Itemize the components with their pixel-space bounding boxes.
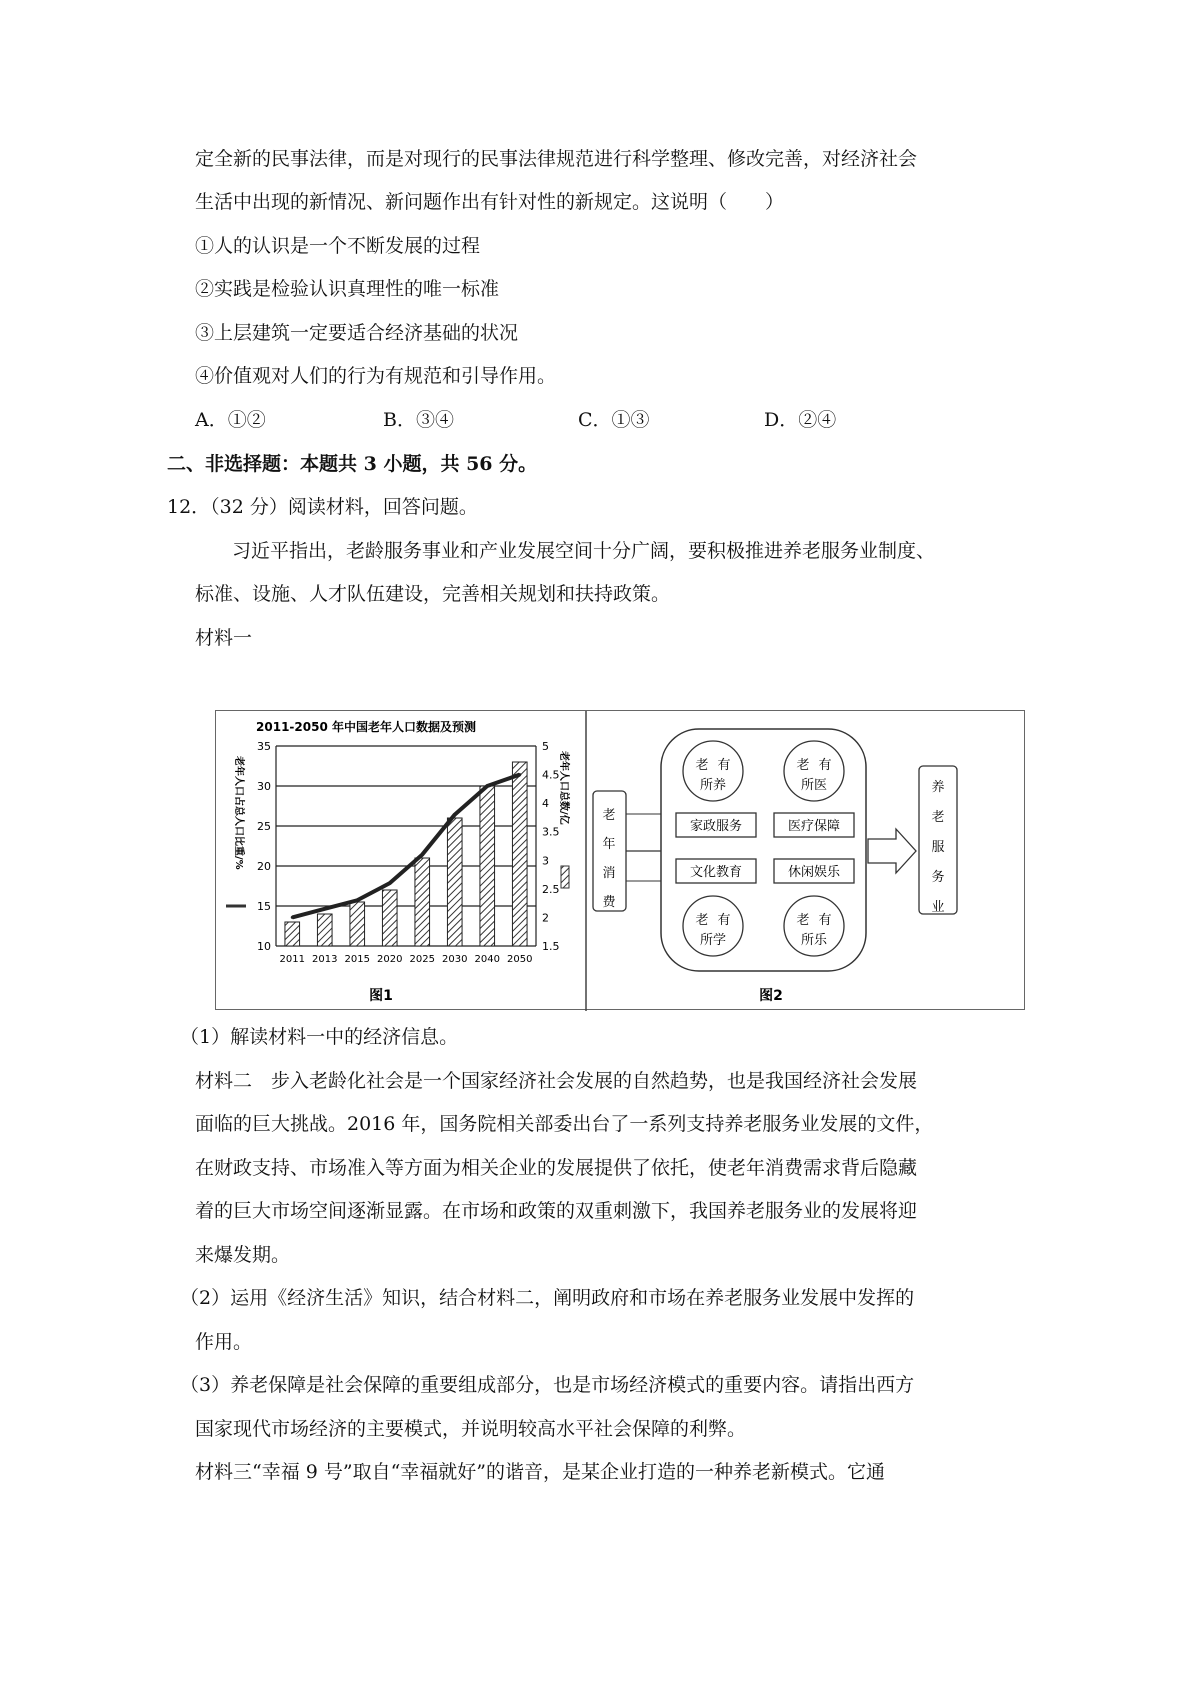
line-point <box>421 853 424 856</box>
diagram-box-text: 医疗保障 <box>787 819 841 834</box>
chart-title: 2011-2050 年中国老年人口数据及预测 <box>256 720 476 734</box>
option-1: ①人的认识是一个不断发展的过程 <box>195 235 481 257</box>
material-2-line: 来爆发期。 <box>195 1244 291 1266</box>
y-right-tick-label: 3 <box>542 854 549 868</box>
diagram-circle-text: 老 <box>796 758 810 773</box>
y-axis-right-label: 老年人口总数/亿 <box>558 751 569 825</box>
line-point <box>356 899 359 902</box>
y-left-tick-label: 15 <box>257 900 271 913</box>
diagram-circle-text: 所养 <box>699 778 727 793</box>
bar <box>382 890 397 946</box>
bar <box>317 914 332 946</box>
choice-b: B．③④ <box>383 409 454 431</box>
diagram-circle-text: 有 <box>818 758 832 773</box>
diagram-circle-text: 有 <box>717 758 731 773</box>
diagram-circle-text: 有 <box>818 913 832 928</box>
diagram <box>593 729 957 1004</box>
diagram-circle-text: 所医 <box>800 778 828 793</box>
x-tick-label: 2040 <box>474 954 500 965</box>
y-right-tick-label: 3.5 <box>542 825 560 839</box>
diagram-circle-text: 老 <box>796 913 810 928</box>
line-point <box>323 907 326 910</box>
x-tick-label: 2015 <box>344 954 370 965</box>
text-line: 定全新的民事法律，而是对现行的民事法律规范进行科学整理、修改完善，对经济社会 <box>195 148 918 170</box>
bar <box>480 786 495 946</box>
question-2: 作用。 <box>195 1331 253 1353</box>
diagram-circle-text: 所学 <box>699 933 727 948</box>
y-left-tick-label: 30 <box>257 780 271 793</box>
bar <box>415 858 430 946</box>
diagram-right-box-text: 养老服务业 <box>931 780 945 915</box>
question-3: 国家现代市场经济的主要模式，并说明较高水平社会保障的利弊。 <box>195 1418 747 1440</box>
diagram-box-text: 家政服务 <box>689 819 743 834</box>
y-right-tick-label: 1.5 <box>542 940 560 953</box>
y-right-tick-label: 2 <box>542 911 549 925</box>
diagram-box-text: 文化教育 <box>689 865 743 880</box>
material-1-label: 材料一 <box>195 627 253 649</box>
material-2-line: 在财政支持、市场准入等方面为相关企业的发展提供了依托，使老年消费需求背后隐藏 <box>195 1157 918 1179</box>
arrow-icon <box>868 829 916 873</box>
material-figure <box>215 710 1025 1010</box>
option-3: ③上层建筑一定要适合经济基础的状况 <box>195 322 519 344</box>
figure-svg <box>216 711 1026 1011</box>
x-tick-label: 2025 <box>409 954 435 965</box>
diagram-left-box-text: 老年消费 <box>602 808 616 910</box>
y-left-tick-label: 20 <box>257 860 271 873</box>
x-tick-label: 2013 <box>312 954 338 965</box>
diagram-circle-text: 所乐 <box>800 933 828 948</box>
figure-1-caption: 图1 <box>369 988 393 1004</box>
line-point <box>486 785 489 788</box>
y-left-tick-label: 10 <box>257 940 271 953</box>
x-tick-label: 2050 <box>507 954 533 965</box>
y-right-tick-label: 4 <box>542 797 549 811</box>
bar <box>512 762 527 946</box>
question-12: 12．（32 分）阅读材料，回答问题。 <box>167 496 478 518</box>
diagram-box-text: 休闲娱乐 <box>787 865 841 880</box>
line-point <box>291 916 294 919</box>
paragraph-line: 标准、设施、人才队伍建设，完善相关规划和扶持政策。 <box>195 583 671 605</box>
question-3: （3）养老保障是社会保障的重要组成部分，也是市场经济模式的重要内容。请指出西方 <box>180 1374 915 1396</box>
y-right-tick-label: 4.5 <box>542 768 560 782</box>
choice-c: C．①③ <box>578 409 650 431</box>
bar <box>350 902 365 946</box>
material-2-line: 着的巨大市场空间逐渐显露。在市场和政策的双重刺激下，我国养老服务业的发展将迎 <box>195 1200 918 1222</box>
y-axis-left-label: 老年人口占总人口比重/% <box>233 756 244 870</box>
text-line: 生活中出现的新情况、新问题作出有针对性的新规定。这说明（ ） <box>195 191 785 213</box>
bar <box>447 818 462 946</box>
bar-legend-icon <box>561 866 569 888</box>
y-right-tick-label: 5 <box>542 740 549 753</box>
section-heading: 二、非选择题：本题共 3 小题，共 56 分。 <box>167 453 538 475</box>
paragraph-line: 习近平指出，老龄服务事业和产业发展空间十分广阔，要积极推进养老服务业制度、 <box>232 540 936 562</box>
y-left-tick-label: 35 <box>257 740 271 753</box>
diagram-circle-text: 老 <box>695 913 709 928</box>
material-2-line: 材料二 步入老龄化社会是一个国家经济社会发展的自然趋势，也是我国经济社会发展 <box>195 1070 918 1092</box>
x-tick-label: 2011 <box>279 954 305 965</box>
figure-2-caption: 图2 <box>759 988 783 1004</box>
y-right-tick-label: 2.5 <box>542 882 560 896</box>
choice-d: D．②④ <box>764 409 837 431</box>
line-point <box>518 773 521 776</box>
line-point <box>453 813 456 816</box>
diagram-circle-text: 有 <box>717 913 731 928</box>
diagram-circle-text: 老 <box>695 758 709 773</box>
x-tick-label: 2020 <box>377 954 403 965</box>
material-2-line: 面临的巨大挑战。2016 年，国务院相关部委出台了一系列支持养老服务业发展的文件， <box>195 1113 934 1135</box>
bar <box>285 922 300 946</box>
option-2: ②实践是检验认识真理性的唯一标准 <box>195 278 500 300</box>
y-left-tick-label: 25 <box>257 820 271 833</box>
choice-a: A．①② <box>195 409 266 431</box>
x-tick-label: 2030 <box>442 954 468 965</box>
material-3-line: 材料三“幸福 9 号”取自“幸福就好”的谐音，是某企业打造的一种养老新模式。它通 <box>195 1461 886 1483</box>
option-4: ④价值观对人们的行为有规范和引导作用。 <box>195 365 557 387</box>
question-1: （1）解读材料一中的经济信息。 <box>180 1026 459 1048</box>
line-point <box>388 882 391 885</box>
question-2: （2）运用《经济生活》知识，结合材料二，阐明政府和市场在养老服务业发展中发挥的 <box>180 1287 915 1309</box>
